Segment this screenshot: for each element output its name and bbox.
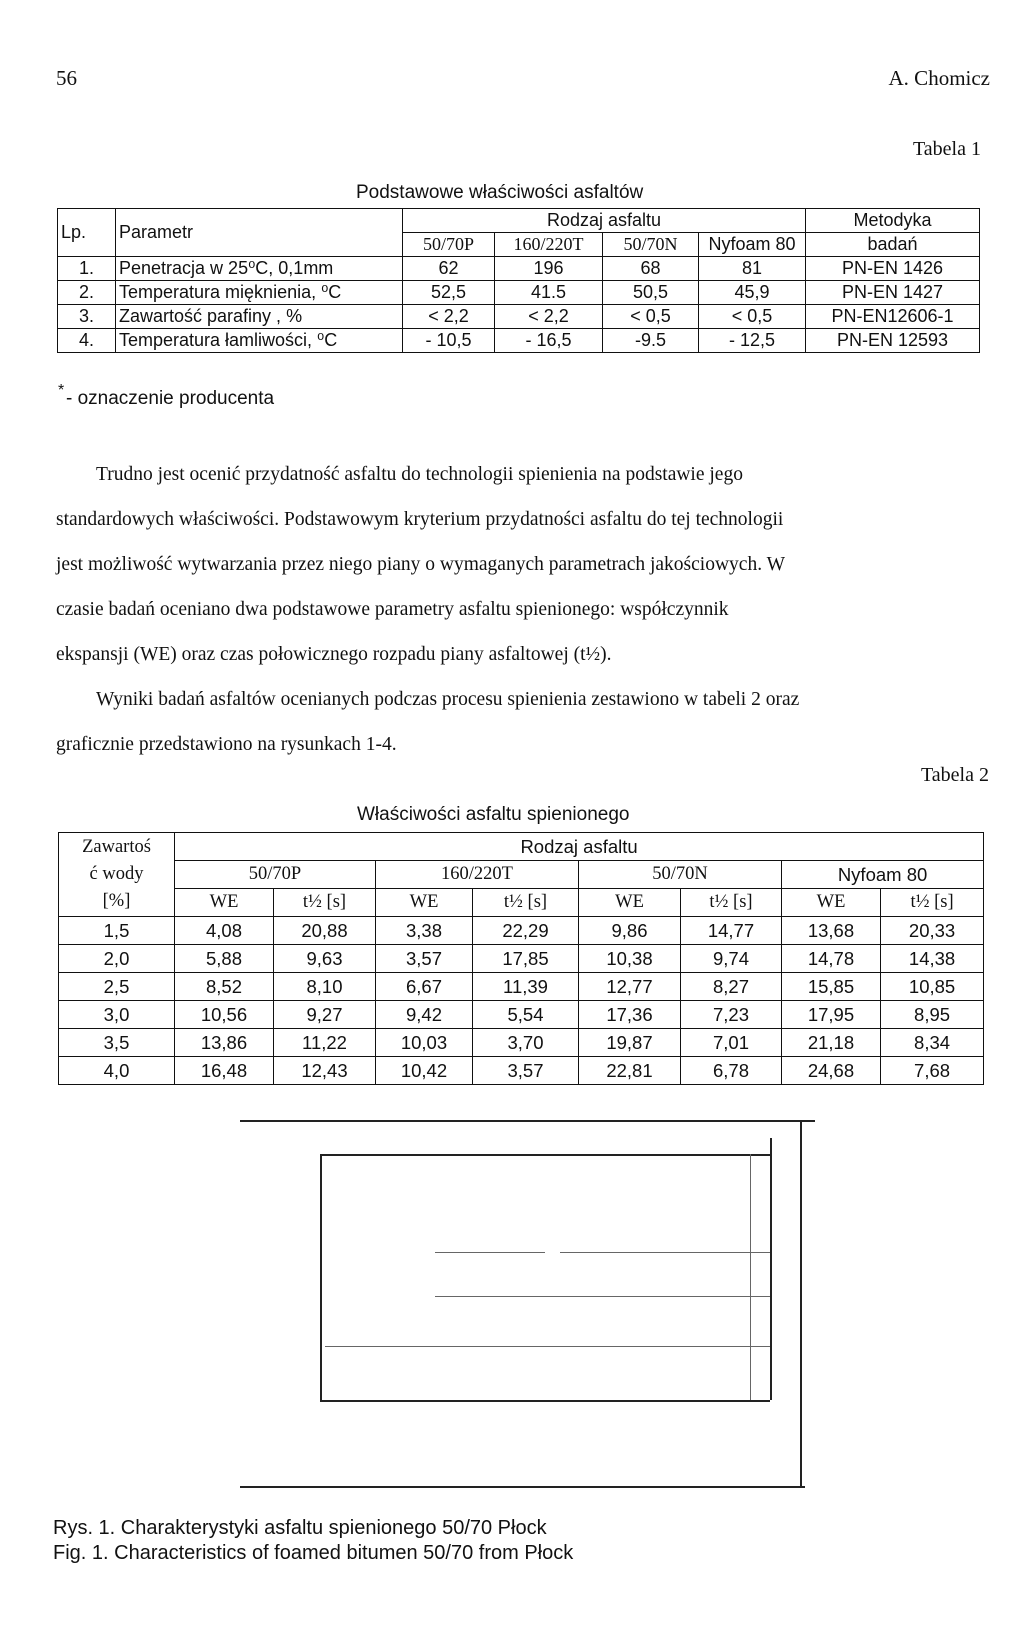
t1-cell: - 12,5 (699, 329, 806, 353)
t2-cell: 17,36 (579, 1001, 681, 1029)
t1-cell: 41.5 (495, 281, 603, 305)
table2-label: Tabela 2 (920, 764, 989, 786)
t1-method: PN-EN 12593 (806, 329, 980, 353)
t2-sub-we: WE (579, 889, 681, 917)
t2-cell: 5,88 (175, 945, 274, 973)
t2-water: 3,0 (59, 1001, 175, 1029)
fig-gridline (750, 1154, 751, 1400)
table-row (59, 917, 984, 945)
table-row (58, 305, 980, 329)
t2-water: 2,5 (59, 973, 175, 1001)
fig-top-rule (240, 1120, 815, 1122)
t2-type: 50/70P (175, 861, 376, 889)
t2-cell: 6,67 (376, 973, 473, 1001)
figure-1 (230, 1118, 810, 1493)
t1-type: 50/70P (403, 233, 495, 257)
fig-frame-right (770, 1138, 772, 1400)
t2-head-water-line: Zawartoś (82, 837, 151, 857)
t1-lp: 3. (58, 305, 116, 329)
t2-cell: 12,77 (579, 973, 681, 1001)
text-line: standardowych właściwości. Podstawowym kryterium przydatności asfaltu do tej technologii (56, 509, 784, 530)
t1-head-method: Metodyka (806, 209, 980, 233)
t1-cell: 45,9 (699, 281, 806, 305)
t2-cell: 10,38 (579, 945, 681, 973)
table-row (58, 329, 980, 353)
table1-label: Tabela 1 (912, 138, 981, 160)
fig-bottom-rule (240, 1486, 805, 1488)
t2-cell: 7,23 (681, 1001, 782, 1029)
table-row (59, 1029, 984, 1057)
t2-head-water-line: ć wody (89, 864, 144, 884)
t2-cell: 11,22 (274, 1029, 376, 1057)
running-author: A. Chomicz (888, 66, 990, 90)
t2-cell: 7,68 (881, 1057, 984, 1085)
footnote-mark: * (58, 382, 65, 399)
t2-type: 160/220T (376, 861, 579, 889)
t2-cell: 14,78 (782, 945, 881, 973)
t1-lp: 1. (58, 257, 116, 281)
t2-cell: 17,85 (473, 945, 579, 973)
t1-type: 160/220T (495, 233, 603, 257)
t1-head-lp: Lp. (58, 209, 116, 257)
t2-sub-we: WE (782, 889, 881, 917)
t2-sub-t: t½ [s] (681, 889, 782, 917)
t2-sub-we: WE (376, 889, 473, 917)
fig-gridline (560, 1252, 770, 1253)
t2-cell: 10,56 (175, 1001, 274, 1029)
t1-cell: < 2,2 (403, 305, 495, 329)
t1-cell: < 0,5 (603, 305, 699, 329)
table-row (59, 1001, 984, 1029)
t2-cell: 13,68 (782, 917, 881, 945)
t2-sub-t: t½ [s] (274, 889, 376, 917)
t2-cell: 8,27 (681, 973, 782, 1001)
t2-cell: 16,48 (175, 1057, 274, 1085)
t2-head-water (59, 833, 175, 917)
t1-cell: 52,5 (403, 281, 495, 305)
table1 (57, 208, 980, 353)
t2-cell: 3,38 (376, 917, 473, 945)
t1-cell: 196 (495, 257, 603, 281)
table-row (59, 973, 984, 1001)
t1-cell: 68 (603, 257, 699, 281)
t2-cell: 17,95 (782, 1001, 881, 1029)
t2-cell: 20,33 (881, 917, 984, 945)
t2-sub-t: t½ [s] (473, 889, 579, 917)
t1-param: Temperatura mięknienia, ⁰C (116, 281, 403, 305)
t1-cell: - 16,5 (495, 329, 603, 353)
t2-cell: 20,88 (274, 917, 376, 945)
t2-cell: 4,08 (175, 917, 274, 945)
t2-water: 4,0 (59, 1057, 175, 1085)
table-row (59, 1057, 984, 1085)
t2-cell: 3,57 (473, 1057, 579, 1085)
t1-head-group: Rodzaj asfaltu (403, 209, 806, 233)
t2-cell: 10,03 (376, 1029, 473, 1057)
t2-cell: 22,29 (473, 917, 579, 945)
t2-cell: 10,85 (881, 973, 984, 1001)
t1-param: Zawartość parafiny , % (116, 305, 403, 329)
t1-cell: < 2,2 (495, 305, 603, 329)
t1-head-method-2: badań (806, 233, 980, 257)
t1-lp: 2. (58, 281, 116, 305)
t2-cell: 8,10 (274, 973, 376, 1001)
t2-head-group: Rodzaj asfaltu (175, 833, 984, 861)
t2-cell: 9,27 (274, 1001, 376, 1029)
t2-cell: 8,52 (175, 973, 274, 1001)
table2-title: Właściwości asfaltu spienionego (357, 804, 630, 825)
fig-right-rule (800, 1120, 802, 1488)
t2-cell: 19,87 (579, 1029, 681, 1057)
fig-frame-top (320, 1154, 770, 1156)
t1-cell: 50,5 (603, 281, 699, 305)
text-line: graficznie przedstawiono na rysunkach 1-4. (56, 734, 397, 755)
page-number: 56 (56, 66, 77, 90)
t2-type: Nyfoam 80 (782, 861, 984, 889)
t2-head-water-line: [%] (102, 891, 131, 911)
figure-caption-en: Fig. 1. Characteristics of foamed bitumen 50/70 from Płock (53, 1542, 574, 1564)
fig-frame-bottom (320, 1400, 770, 1402)
t2-cell: 15,85 (782, 973, 881, 1001)
t2-cell: 5,54 (473, 1001, 579, 1029)
table1-footnote: - oznaczenie producenta (66, 388, 275, 409)
t1-cell: - 10,5 (403, 329, 495, 353)
table1-title: Podstawowe właściwości asfaltów (356, 182, 644, 203)
t1-cell: 62 (403, 257, 495, 281)
t1-head-param: Parametr (116, 209, 403, 257)
text-line: czasie badań oceniano dwa podstawowe parametry asfaltu spienionego: współczynnik (56, 599, 729, 620)
t2-cell: 6,78 (681, 1057, 782, 1085)
t2-water: 2,0 (59, 945, 175, 973)
text-line: Trudno jest ocenić przydatność asfaltu do technologii spienienia na podstawie jego (96, 464, 743, 485)
t1-method: PN-EN12606-1 (806, 305, 980, 329)
t1-lp: 4. (58, 329, 116, 353)
t1-method: PN-EN 1427 (806, 281, 980, 305)
t2-cell: 13,86 (175, 1029, 274, 1057)
fig-frame-left (320, 1154, 322, 1402)
t1-type: Nyfoam 80 (699, 233, 806, 257)
table-row (58, 281, 980, 305)
t1-cell: 81 (699, 257, 806, 281)
t2-cell: 9,74 (681, 945, 782, 973)
fig-gridline (435, 1252, 545, 1253)
text-line: ekspansji (WE) oraz czas połowicznego rozpadu piany asfaltowej (t½). (56, 644, 612, 665)
table-row (59, 945, 984, 973)
table-row (58, 257, 980, 281)
fig-gridline (435, 1296, 770, 1297)
t2-water: 1,5 (59, 917, 175, 945)
t2-cell: 22,81 (579, 1057, 681, 1085)
t2-water: 3,5 (59, 1029, 175, 1057)
t1-method: PN-EN 1426 (806, 257, 980, 281)
t2-sub-t: t½ [s] (881, 889, 984, 917)
body-paragraph-2 (56, 677, 990, 767)
t1-cell: -9.5 (603, 329, 699, 353)
t2-cell: 3,57 (376, 945, 473, 973)
t1-cell: < 0,5 (699, 305, 806, 329)
t1-param: Temperatura łamliwości, ⁰C (116, 329, 403, 353)
t2-cell: 9,86 (579, 917, 681, 945)
t2-cell: 8,95 (881, 1001, 984, 1029)
t2-type: 50/70N (579, 861, 782, 889)
t2-cell: 14,77 (681, 917, 782, 945)
table2 (58, 832, 984, 1085)
text-line: Wyniki badań asfaltów ocenianych podczas procesu spienienia zestawiono w tabeli 2 oraz (96, 689, 800, 710)
t2-cell: 11,39 (473, 973, 579, 1001)
t2-cell: 3,70 (473, 1029, 579, 1057)
t2-cell: 8,34 (881, 1029, 984, 1057)
t2-cell: 12,43 (274, 1057, 376, 1085)
t2-sub-we: WE (175, 889, 274, 917)
figure-caption-pl: Rys. 1. Charakterystyki asfaltu spienionego 50/70 Płock (53, 1517, 547, 1539)
t2-cell: 24,68 (782, 1057, 881, 1085)
t2-cell: 14,38 (881, 945, 984, 973)
t2-cell: 9,63 (274, 945, 376, 973)
body-paragraph-1 (56, 452, 990, 677)
fig-gridline (325, 1346, 770, 1347)
t1-param: Penetracja w 25⁰C, 0,1mm (116, 257, 403, 281)
t2-cell: 21,18 (782, 1029, 881, 1057)
t2-cell: 10,42 (376, 1057, 473, 1085)
t1-type: 50/70N (603, 233, 699, 257)
t2-cell: 9,42 (376, 1001, 473, 1029)
t2-cell: 7,01 (681, 1029, 782, 1057)
text-line: jest możliwość wytwarzania przez niego piany o wymaganych parametrach jakościowych. W (56, 554, 785, 575)
